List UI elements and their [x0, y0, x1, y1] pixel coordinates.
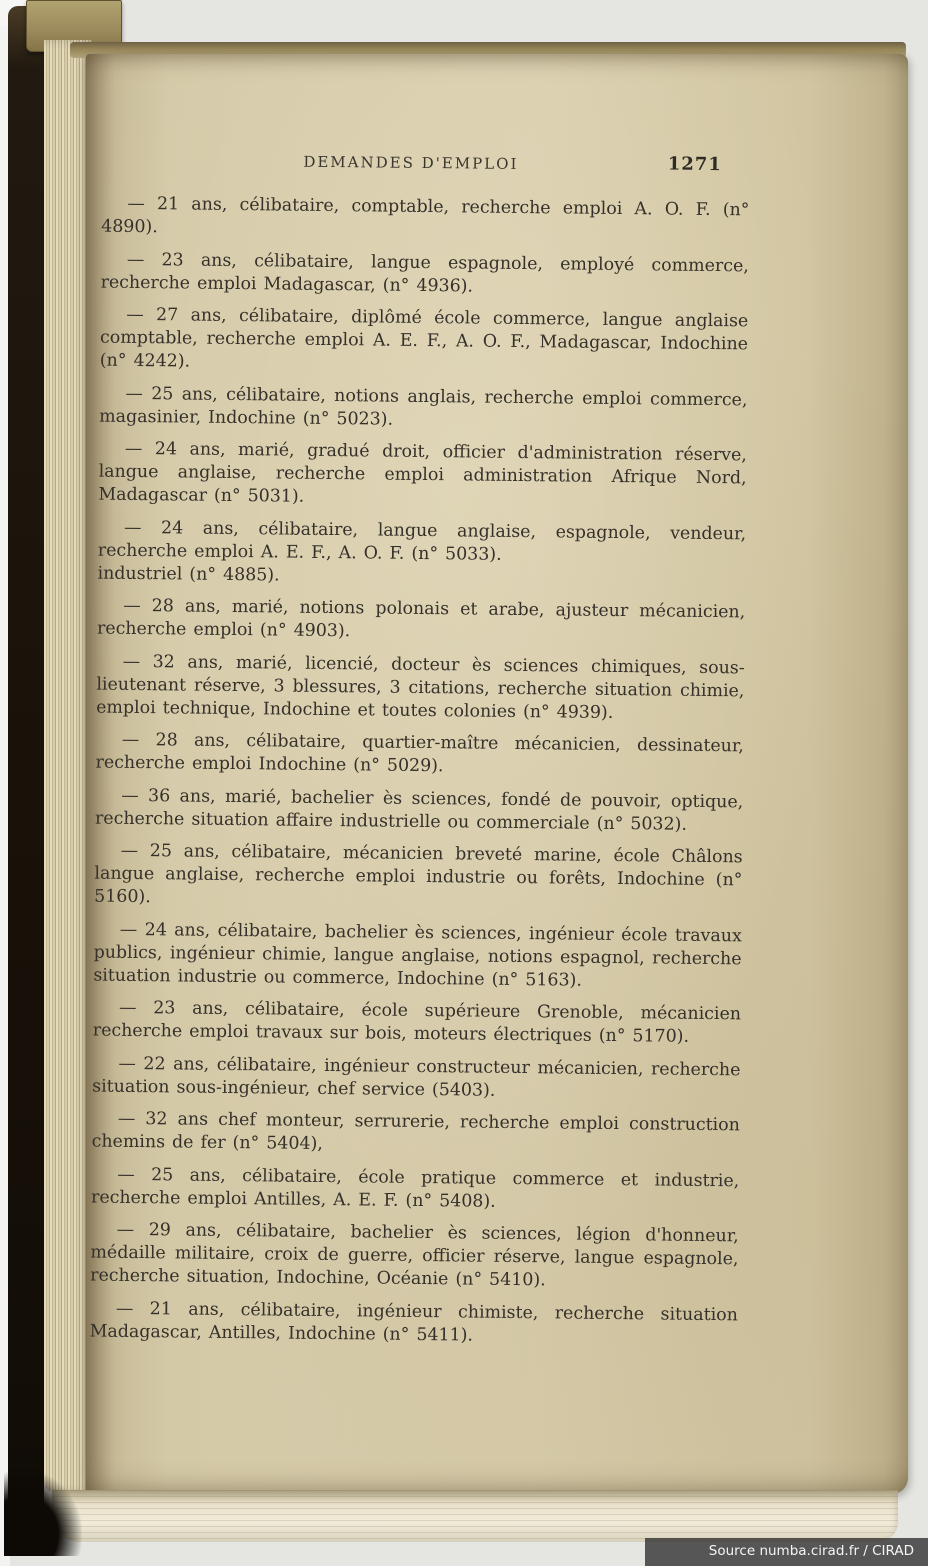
page-edges-left	[44, 40, 92, 1492]
job-request-entry: — 36 ans, marié, bachelier ès sciences, fondé de pouvoir, optique, recherche situation affaire industrielle ou commerciale (n° 5032).	[94, 785, 744, 835]
book-page	[86, 54, 908, 1494]
job-request-entry: — 21 ans, célibataire, comptable, recherche emploi A. O. F. (n° 4890).	[101, 193, 750, 238]
job-request-entry: — 24 ans, célibataire, langue anglaise, espagnole, vendeur, recherche emploi A. E. F., A. O. F. (n° 5033).	[97, 517, 747, 565]
bottom-binding-corner	[4, 1470, 82, 1556]
job-request-entry: — 28 ans, célibataire, quartier-maître mécanicien, dessinateur, recherche emploi Indochine (n° 5029).	[95, 729, 744, 777]
job-request-entry: — 24 ans, marié, gradué droit, officier d'administration réserve, langue anglaise, recherche emploi administration Afrique Nord, Madagascar (n° 5031).	[98, 438, 747, 507]
job-request-entry: — 22 ans, célibataire, ingénieur constructeur mécanicien, recherche situation sous-ingénieur, chef service (5403).	[92, 1053, 741, 1101]
page-number: 1271	[667, 153, 723, 176]
page-header	[102, 151, 750, 184]
job-request-entry: — 32 ans, marié, licencié, docteur ès sciences chimiques, sous-lieutenant réserve, 3 blessures, 3 citations, recherche situation chimie, emploi technique, Indochine et toutes colonies (n° 4939).	[96, 651, 745, 723]
job-request-entry: — 27 ans, célibataire, diplômé école commerce, langue anglaise comptable, recherche emploi A. E. F., A. O. F., Madagascar, Indochine (n° 4242).	[99, 304, 749, 372]
job-request-entry: — 25 ans, célibataire, notions anglais, recherche emploi commerce, magasinier, Indochine (n° 5023).	[99, 383, 748, 430]
job-request-entry: — 29 ans, célibataire, bachelier ès sciences, légion d'honneur, médaille militaire, croix de guerre, officier réserve, langue espagnole, recherche situation, Indochine, Océanie (n° 5410).	[90, 1219, 739, 1291]
job-request-entry: — 25 ans, célibataire, mécanicien breveté marine, école Châlons langue anglaise, recherche emploi industrie ou forêts, Indochine (n° 5160).	[94, 840, 743, 908]
job-request-entry: — 24 ans, célibataire, bachelier ès sciences, ingénieur école travaux publics, ingénieur chimie, langue anglaise, notions espagnol, recherche situation industrie ou commerce, Indochine (n° 5163).	[93, 919, 742, 991]
running-title: DEMANDES D'EMPLOI	[303, 152, 519, 173]
source-attribution-text: Source numba.cirad.fr / CIRAD	[708, 1543, 914, 1559]
job-request-entry: — 23 ans, célibataire, langue espagnole, employé commerce, recherche emploi Madagascar, (n° 4936).	[100, 249, 749, 296]
job-request-entry: — 25 ans, célibataire, école pratique commerce et industrie, recherche emploi Antilles, A. E. F. (n° 5408).	[90, 1164, 740, 1212]
job-request-entry: — 23 ans, célibataire, école supérieure Grenoble, mécanicien recherche emploi travaux sur bois, moteurs électriques (n° 5170).	[92, 997, 742, 1047]
page-content	[89, 151, 750, 1360]
bottom-page-edges	[52, 1490, 898, 1542]
job-request-entry: — 28 ans, marié, notions polonais et arabe, ajusteur mécanicien, recherche emploi (n° 4903).	[96, 595, 746, 642]
job-request-entry: — 32 ans chef monteur, serrurerie, recherche emploi construction chemins de fer (n° 5404),	[91, 1108, 740, 1154]
job-request-entry: — 21 ans, célibataire, ingénieur chimiste, recherche situation Madagascar, Antilles, Indochine (n° 5411).	[89, 1298, 738, 1346]
book-binding	[8, 6, 44, 1536]
source-attribution	[645, 1538, 928, 1566]
entry-continuation: industriel (n° 4885).	[97, 563, 280, 585]
